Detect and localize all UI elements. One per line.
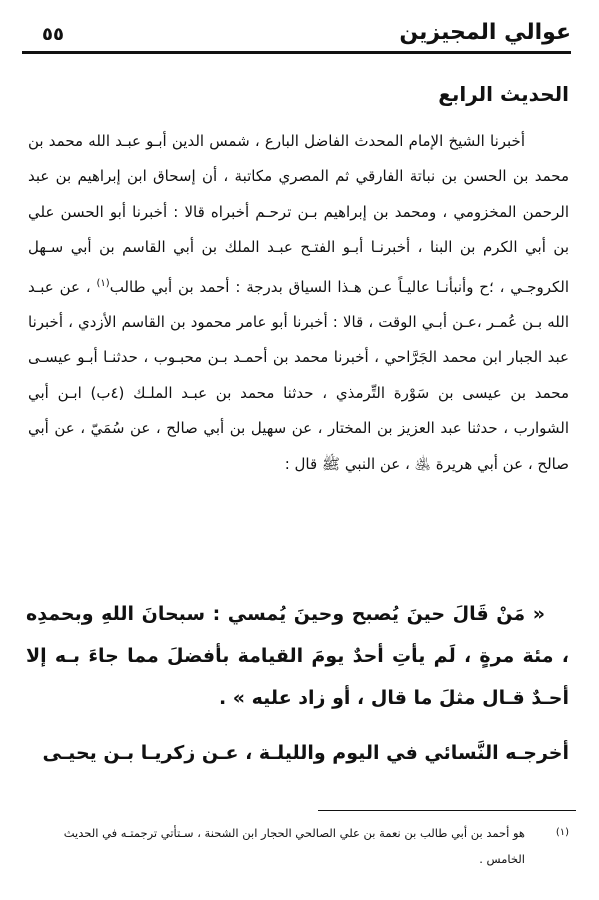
footnote-text: هو أحمد بن أبي طالب بن نعمة بن علي الصالحي الحجار ابن الشحنة ، سـتأتي ترجمتـه في الحديث الخامس . — [63, 826, 525, 866]
section-title: الحديث الرابع — [438, 82, 569, 106]
header-rule — [22, 51, 571, 54]
hadith-text-block — [26, 593, 569, 719]
footnote-rule — [318, 810, 576, 811]
isnad-text-continued: ، عن عبـد الله بـن عُمـر ،عـن أبـي الوقت ، قالا : أخبرنا أبو عامر محمود بن القاسم الأزدي ، أخبرنا عبد الجبار ابن محمد الجَرَّاحي ، أخبرنا محمد بن أحمـد بـن محبـوب ، حدثنـا أبـو عيسـى محمد بن عيسى بن سَوْرة التِّرمذي ، حدثنا محمد بن عبـد الملـك (٤ب) ابـن أبي الشوارب ، حدثنا عبد العزيز بن المختار ، عن سهيل بن أبي صالح ، عن سُمَيّ ، عن أبي صالح ، عن أبي هريرة ﵁ ، عن النبي ﷺ قال : — [28, 277, 569, 473]
page-number: ٥٥ — [42, 24, 64, 45]
running-title: عوالي المجيزين — [399, 20, 571, 45]
footnote — [28, 820, 569, 872]
isnad-text: أخبرنا الشيخ الإمام المحدث الفاضل البارع ، شمس الدين أبـو عبـد الله محمد بن محمد بن الحسن بن نباتة الفارقي ثم المصري مكاتبة ، أن إسحاق ابن إبراهيم بن عبد الرحمن المخزومي ، ومحمد بن إبراهيم بـن ترحـم أخبراه قالا : أخبرنا أبو الحسن علي بن أبي الكرم بن البنا ، أخبرنـا أبـو الفتـح عبـد الملك بن أبي القاسم بن أبي سـهل الكروجـي ، ؛ح وأنبأنـا عاليـاً عـن هـذا السياق بدرجة : أحمد بن أبي طالب — [28, 132, 569, 296]
footnote-marker: (١) — [555, 827, 569, 838]
main-text — [28, 124, 569, 482]
takhrij-line: أخرجـه النَّسائي في اليوم والليلـة ، عـن زكريـا بـن يحيـى — [42, 742, 569, 764]
isnad-paragraph — [28, 124, 569, 482]
page-header — [22, 16, 571, 50]
footnote-reference[interactable]: (١) — [96, 277, 110, 289]
hadith-text: « مَنْ قَالَ حينَ يُصبح وحينَ يُمسي : سبحانَ اللهِ وبحمدِه ، مئة مرةٍ ، لَم يأتِ أحدٌ يومَ القيامة بأفضلَ مما جاءَ بـه إلا أحـدٌ قـال مثلَ ما قال ، أو زاد عليه » . — [26, 603, 569, 709]
